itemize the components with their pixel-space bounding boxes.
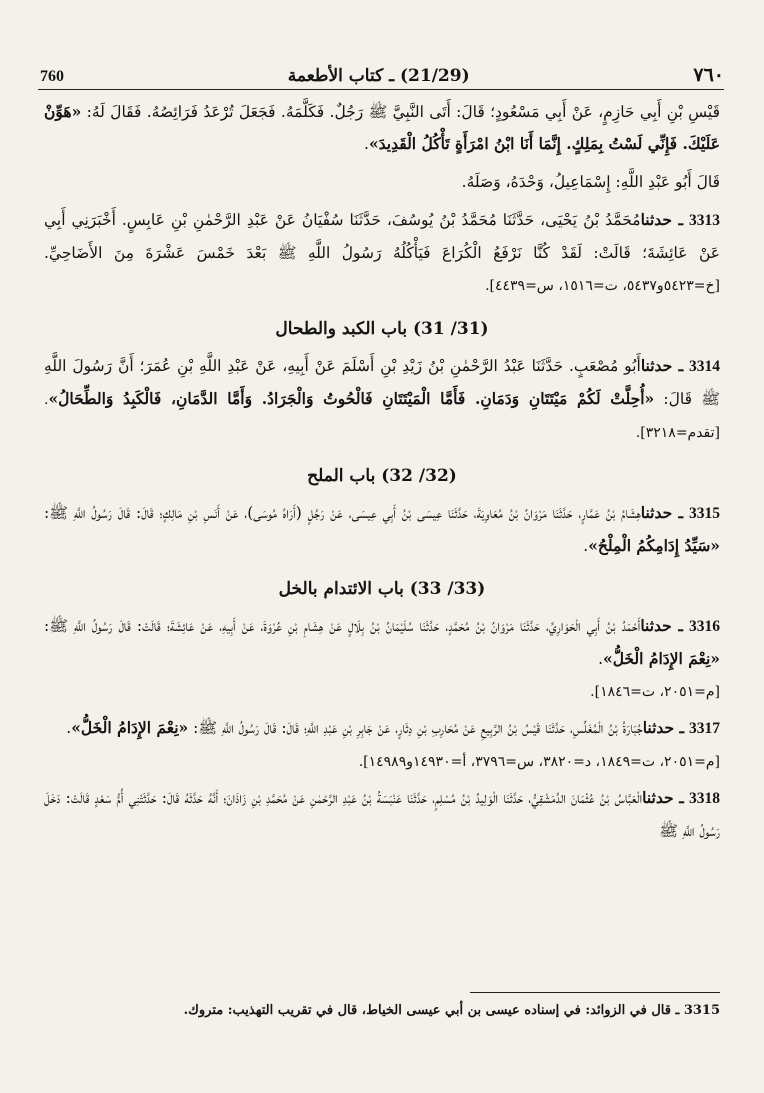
narration-text: جُبَارَةُ بْنُ الْمُغَلِّسِ، حَدَّثَنَا قَيْسُ بْنُ الرَّبِيعِ عَنْ مُحَارِبِ بْنِ دِثَارٍ، عَنْ جَابِرِ بْنِ عَبْدِ اللَّهِ؛ قَالَ: قَالَ رَسُولُ اللَّهِ ﷺ: bbox=[188, 719, 643, 737]
hadith-keyword: ـ حدثنا bbox=[642, 718, 685, 737]
narration-text: الْعَبَّاسُ بْنُ عُثْمَانَ الدِّمَشْقِيُّ، حَدَّثَنَا الْوَلِيدُ بْنُ مُسْلِمٍ، حَدَّثَنَا عَنْبَسَةُ بْنُ عَبْدِ الرَّحْمٰنِ عَنْ مُحَمَّدِ بْنِ زَاذَانَ؛ أَنَّهُ حَدَّثَهُ قَالَ: حَدَّثَتْنِي أُمُّ سَعْدٍ قَالَتْ: دَخَلَ رَسُولُ اللَّهِ ﷺ bbox=[44, 789, 720, 840]
footnote: 3315 ـ قال في الزوائد: في إسناده عيسى بن أبي عيسى الخياط، قال في تقريب التهذيب: متروك. bbox=[183, 1003, 720, 1018]
reference: [م=٢٠٥١، ت=١٨٤٩، د=٣٨٢٠، س=٣٧٩٦، أ=١٤٩٣٠و١٤٩٨٩]. bbox=[358, 754, 720, 770]
punctuation: . bbox=[364, 135, 369, 153]
hadith-3318 bbox=[44, 782, 720, 847]
hadith-text: «أُحِلَّتْ لَكُمْ مَيْتَتَانِ وَدَمَانِ. فَأَمَّا الْمَيْتَتَانِ فَالْحُوتُ وَالْجَرَادُ. وَأَمَّا الدَّمَانِ، فَالْكَبِدُ وَالطِّحَالُ» bbox=[48, 389, 655, 408]
hadith-3317 bbox=[44, 712, 720, 778]
hadith-text: «سَيِّدُ إِدَامِكُمُ الْمِلْحُ» bbox=[588, 536, 720, 555]
hadith-keyword: ـ حدثنا bbox=[640, 356, 684, 375]
chapter-heading-salt: (32/ 32) باب الملح bbox=[307, 466, 457, 486]
note-text: قَالَ أَبُو عَبْدِ اللَّهِ: إِسْمَاعِيلُ، وَحْدَهُ، وَصَلَهُ. bbox=[461, 173, 720, 191]
reference: [م=٢٠٥١، ت=١٨٤٦]. bbox=[590, 684, 720, 700]
hadith-text: «نِعْمَ الإِدَامُ الْخَلُّ» bbox=[603, 649, 720, 668]
chapter-heading-liver-spleen: (31/ 31) باب الكبد والطحال bbox=[275, 319, 489, 339]
punctuation: . bbox=[598, 650, 603, 668]
narration-text: هِشَامُ بْنُ عَمَّارٍ، حَدَّثَنَا مَرْوَانُ بْنُ مُعَاوِيَةَ، حَدَّثَنَا عِيسَى بْنُ أَبِي عِيسَى، عَنْ رَجُلٍ (أَرَاهُ مُوسَى)، عَنْ أَنَسِ بْنِ مَالِكٍ؛ قَالَ: قَالَ رَسُولُ اللَّهِ ﷺ: bbox=[44, 504, 641, 522]
book-title: (21/29) ـ كتاب الأطعمة bbox=[287, 66, 470, 86]
narration-text: أَحْمَدُ بْنُ أَبِي الْحَوَارِيِّ، حَدَّثَنَا مَرْوَانُ بْنُ مُحَمَّدٍ، حَدَّثَنَا سُلَيْمَانُ بْنُ بِلَالٍ عَنْ هِشَامِ بْنِ عُرْوَةَ، عَنْ أَبِيهِ، عَنْ عَائِشَةَ؛ قَالَتْ: قَالَ رَسُولُ اللَّهِ ﷺ: bbox=[44, 617, 641, 635]
chapter-heading-vinegar: (33/ 33) باب الائتدام بالخل bbox=[278, 579, 486, 599]
hadith-number: 3315 bbox=[689, 505, 720, 522]
page-number-arabic: ٧٦٠ bbox=[693, 64, 724, 86]
hadith-keyword: ـ حدثنا bbox=[642, 788, 684, 807]
hadith-continuation bbox=[44, 96, 720, 160]
hadith-keyword: ـ حدثنا bbox=[640, 210, 684, 229]
hadith-3314 bbox=[44, 350, 720, 449]
hadith-3316 bbox=[44, 610, 720, 708]
hadith-number: 3314 bbox=[689, 358, 720, 375]
hadith-number: 3318 bbox=[689, 790, 720, 807]
hadith-text: «هَوِّنْ عَلَيْكَ. فَإِنِّي لَسْتُ بِمَلِكٍ. إِنَّمَا أَنَا ابْنُ امْرَأَةٍ تَأْكُلُ الْقَدِيدَ» bbox=[44, 102, 720, 153]
page-number-latin: 760 bbox=[40, 68, 65, 85]
hadith-text: «نِعْمَ الإِدَامُ الْخَلُّ» bbox=[71, 718, 189, 737]
reference: . [تقدم=٣٢١٨]. bbox=[44, 392, 720, 441]
header-divider bbox=[38, 89, 724, 90]
page-body bbox=[44, 96, 720, 851]
reference: [خ=٥٤٢٣و٥٤٣٧، ت=١٥١٦، س=٤٤٣٩]. bbox=[485, 278, 720, 294]
hadith-number: 3317 bbox=[689, 720, 720, 737]
narration-text: أَبُو مُصْعَبٍ. حَدَّثَنَا عَبْدُ الرَّحْمٰنِ بْنُ زَيْدِ بْنِ أَسْلَمَ عَنْ أَبِيهِ، عَنْ عَبْدِ اللَّهِ بْنِ عُمَرَ؛ أَنَّ رَسُولَ اللَّهِ ﷺ قَالَ: bbox=[44, 357, 720, 408]
hadith-3313 bbox=[44, 204, 720, 302]
author-note bbox=[44, 166, 720, 198]
page-header bbox=[40, 56, 724, 86]
punctuation: . bbox=[66, 719, 72, 737]
hadith-number: 3313 bbox=[689, 212, 721, 229]
hadith-3315 bbox=[44, 497, 720, 562]
narration-text: مُحَمَّدُ بْنُ يَحْيَى، حَدَّثَنَا مُحَمَّدُ بْنُ يُوسُفَ، حَدَّثَنَا سُفْيَانُ عَنْ عَبْدِ الرَّحْمٰنِ بْنِ عَابِسٍ. أَخْبَرَنِي أَبِي عَنْ عَائِشَةَ؛ قَالَتْ: لَقَدْ كُنَّا نَرْفَعُ الْكُرَاعَ فَيَأْكُلُهُ رَسُولُ اللَّهِ ﷺ بَعْدَ خَمْسَ عَشْرَةَ مِنَ الأَضَاحِيِّ. bbox=[44, 211, 720, 262]
footnote-divider bbox=[470, 992, 720, 993]
hadith-keyword: ـ حدثنا bbox=[640, 503, 684, 522]
hadith-number: 3316 bbox=[689, 618, 720, 635]
punctuation: . bbox=[583, 537, 589, 555]
hadith-keyword: ـ حدثنا bbox=[640, 616, 683, 635]
narration-text: قَيْسِ بْنِ أَبِي حَازِمٍ، عَنْ أَبِي مَسْعُودٍ؛ قَالَ: أَتَى النَّبِيَّ ﷺ رَجُلٌ. فَكَلَّمَهُ. فَجَعَلَ تُرْعَدُ فَرَائِصُهُ. فَقَالَ لَهُ: bbox=[81, 103, 720, 121]
